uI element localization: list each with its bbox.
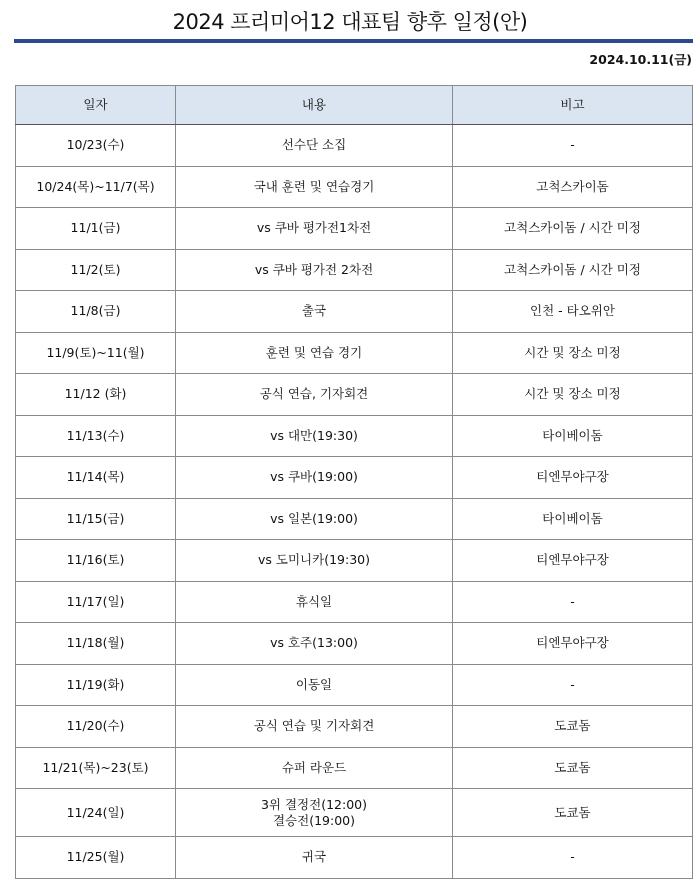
cell-note: 도쿄돔 — [453, 706, 693, 748]
table-row — [16, 747, 693, 789]
table-row — [16, 664, 693, 706]
cell-date: 11/16(토) — [16, 540, 176, 582]
cell-date: 11/1(금) — [16, 208, 176, 250]
cell-content: vs 쿠바 평가전 2차전 — [176, 249, 453, 291]
table-row — [16, 291, 693, 333]
cell-date: 11/9(토)~11(월) — [16, 332, 176, 374]
cell-note: 티엔무야구장 — [453, 457, 693, 499]
table-row — [16, 249, 693, 291]
cell-content: 훈련 및 연습 경기 — [176, 332, 453, 374]
cell-content: 이동일 — [176, 664, 453, 706]
cell-date: 11/25(월) — [16, 837, 176, 879]
header-content: 내용 — [176, 86, 453, 125]
cell-note: 도쿄돔 — [453, 747, 693, 789]
cell-date: 10/24(목)~11/7(목) — [16, 166, 176, 208]
cell-content: 귀국 — [176, 837, 453, 879]
cell-content: vs 호주(13:00) — [176, 623, 453, 665]
cell-date: 11/17(일) — [16, 581, 176, 623]
cell-content: vs 쿠바 평가전1차전 — [176, 208, 453, 250]
cell-date: 10/23(수) — [16, 125, 176, 167]
page-title: 2024 프리미어12 대표팀 향후 일정(안) — [172, 10, 528, 34]
cell-note: 타이베이돔 — [453, 415, 693, 457]
table-row — [16, 706, 693, 748]
table-row — [16, 837, 693, 879]
cell-content: 휴식일 — [176, 581, 453, 623]
header-date: 일자 — [16, 86, 176, 125]
cell-content: 출국 — [176, 291, 453, 333]
cell-note: - — [453, 664, 693, 706]
cell-content: 국내 훈련 및 연습경기 — [176, 166, 453, 208]
table-row — [16, 374, 693, 416]
cell-date: 11/18(월) — [16, 623, 176, 665]
cell-note: 인천 - 타오위안 — [453, 291, 693, 333]
table-row — [16, 415, 693, 457]
table-row — [16, 166, 693, 208]
table-row — [16, 125, 693, 167]
table-row — [16, 623, 693, 665]
table-row — [16, 208, 693, 250]
table-header-row — [16, 86, 693, 125]
cell-date: 11/24(일) — [16, 789, 176, 837]
cell-note: - — [453, 581, 693, 623]
cell-date: 11/20(수) — [16, 706, 176, 748]
cell-date: 11/21(목)~23(토) — [16, 747, 176, 789]
cell-content: 3위 결정전(12:00) 결승전(19:00) — [176, 789, 453, 837]
cell-date: 11/2(토) — [16, 249, 176, 291]
table-row — [16, 498, 693, 540]
table-row — [16, 332, 693, 374]
cell-date: 11/15(금) — [16, 498, 176, 540]
cell-content: vs 대만(19:30) — [176, 415, 453, 457]
cell-note: 티엔무야구장 — [453, 540, 693, 582]
title-divider — [14, 39, 693, 43]
table-row — [16, 581, 693, 623]
table-row — [16, 457, 693, 499]
header-note: 비고 — [453, 86, 693, 125]
cell-note: 고척스카이돔 / 시간 미정 — [453, 208, 693, 250]
cell-content: 선수단 소집 — [176, 125, 453, 167]
cell-date: 11/8(금) — [16, 291, 176, 333]
cell-note: 시간 및 장소 미정 — [453, 332, 693, 374]
cell-note: 고척스카이돔 — [453, 166, 693, 208]
cell-date: 11/13(수) — [16, 415, 176, 457]
cell-content: 슈퍼 라운드 — [176, 747, 453, 789]
schedule-table — [15, 85, 693, 879]
cell-date: 11/19(화) — [16, 664, 176, 706]
table-row — [16, 789, 693, 837]
cell-date: 11/12 (화) — [16, 374, 176, 416]
cell-note: 시간 및 장소 미정 — [453, 374, 693, 416]
cell-content: vs 일본(19:00) — [176, 498, 453, 540]
cell-content: 공식 연습 및 기자회견 — [176, 706, 453, 748]
cell-note: - — [453, 125, 693, 167]
cell-content: 공식 연습, 기자회견 — [176, 374, 453, 416]
table-row — [16, 540, 693, 582]
cell-note: 타이베이돔 — [453, 498, 693, 540]
cell-note: 고척스카이돔 / 시간 미정 — [453, 249, 693, 291]
cell-note: 티엔무야구장 — [453, 623, 693, 665]
cell-content: vs 도미니카(19:30) — [176, 540, 453, 582]
cell-note: 도쿄돔 — [453, 789, 693, 837]
cell-note: - — [453, 837, 693, 879]
cell-content: vs 쿠바(19:00) — [176, 457, 453, 499]
document-date: 2024.10.11(금) — [589, 52, 692, 67]
cell-date: 11/14(목) — [16, 457, 176, 499]
